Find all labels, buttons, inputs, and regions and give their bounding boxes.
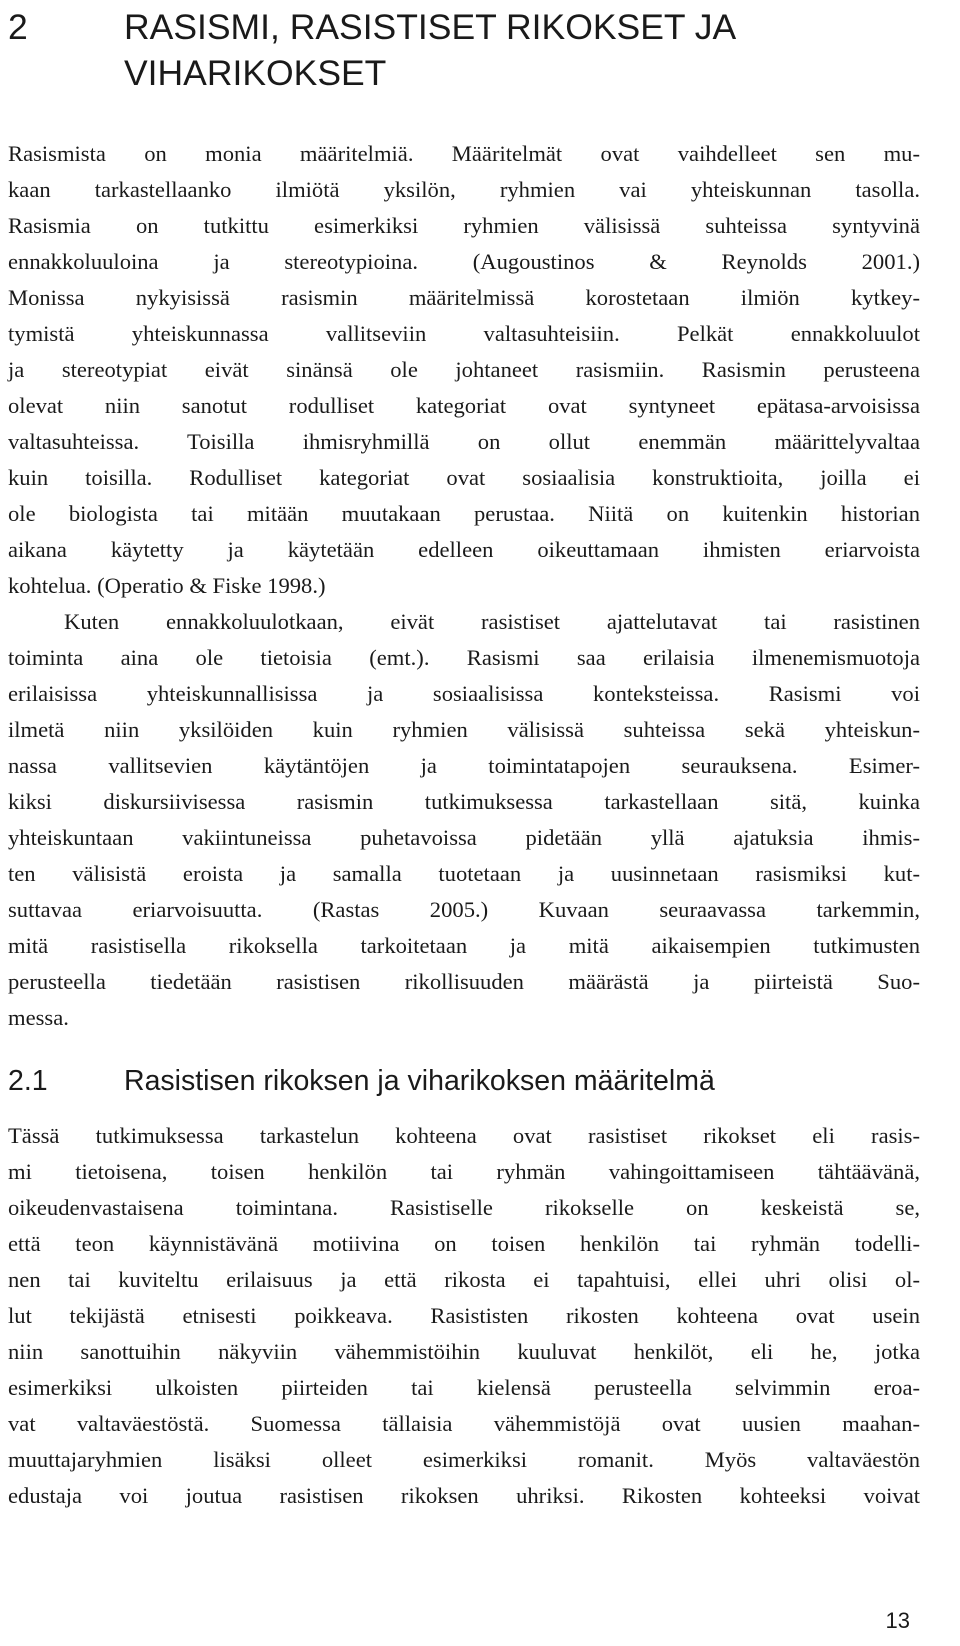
section-title: Rasistisen rikoksen ja viharikoksen määritelmä	[124, 1065, 715, 1097]
text-line: kohtelua. (Operatio & Fiske 1998.)	[8, 573, 326, 598]
text-line: erilaisissa yhteiskunnallisissa ja sosiaalisissa konteksteissa. Rasismi voi	[8, 681, 920, 706]
text-line: suttavaa eriarvoisuutta. (Rastas 2005.) Kuvaan seuraavassa tarkemmin,	[8, 897, 920, 922]
text-line: nassa vallitsevien käytäntöjen ja toimintatapojen seurauksena. Esimer-	[8, 753, 920, 778]
text-line: että teon käynnistävänä motiivina on toisen henkilön tai ryhmän todelli-	[8, 1231, 920, 1256]
text-line: vat valtaväestöstä. Suomessa tällaisia vähemmistöjä ovat uusien maahan-	[8, 1411, 920, 1436]
text-line: nen tai kuviteltu erilaisuus ja että rikosta ei tapahtuisi, ellei uhri olisi ol-	[8, 1267, 920, 1292]
text-line: niin sanottuihin näkyviin vähemmistöihin kuuluvat henkilöt, eli he, jotka	[8, 1339, 920, 1364]
text-line: toiminta aina ole tietoisia (emt.). Rasismi saa erilaisia ilmenemismuotoja	[8, 645, 920, 670]
text-line: aikana käytetty ja käytetään edelleen oikeuttamaan ihmisten eriarvoista	[8, 537, 920, 562]
text-line: Kuten ennakkoluulotkaan, eivät rasistiset ajattelutavat tai rasistinen	[64, 609, 920, 634]
text-line: tymistä yhteiskunnassa vallitseviin valtasuhteisiin. Pelkät ennakkoluulot	[8, 321, 920, 346]
text-line: Tässä tutkimuksessa tarkastelun kohteena ovat rasistiset rikokset eli rasis-	[8, 1123, 920, 1148]
text-line: Rasismista on monia määritelmiä. Määritelmät ovat vaihdelleet sen mu-	[8, 141, 920, 166]
text-line: kaan tarkastellaanko ilmiötä yksilön, ryhmien vai yhteiskunnan tasolla.	[8, 177, 920, 202]
text-line: muuttajaryhmien lisäksi olleet esimerkiksi romanit. Myös valtaväestön	[8, 1447, 920, 1472]
text-line: lut tekijästä etnisesti poikkeava. Rasististen rikosten kohteena ovat usein	[8, 1303, 920, 1328]
section-body-text	[8, 1118, 920, 1514]
text-line: mitä rasistisella rikoksella tarkoitetaan ja mitä aikaisempien tutkimusten	[8, 933, 920, 958]
chapter-title: RASISMI, RASISTISET RIKOKSET JA VIHARIKOKSET	[124, 7, 735, 93]
text-line: ennakkoluuloina ja stereotypioina. (Augoustinos & Reynolds 2001.)	[8, 249, 920, 274]
text-line: ole biologista tai mitään muutakaan perustaa. Niitä on kuitenkin historian	[8, 501, 920, 526]
text-line: Monissa nykyisissä rasismin määritelmissä korostetaan ilmiön kytkey-	[8, 285, 920, 310]
chapter-body-text	[8, 136, 920, 1036]
text-line: ilmetä niin yksilöiden kuin ryhmien välisissä suhteissa sekä yhteiskun-	[8, 717, 920, 742]
text-line: oikeudenvastaisena toimintana. Rasistiselle rikokselle on keskeistä se,	[8, 1195, 920, 1220]
text-line: valtasuhteissa. Toisilla ihmisryhmillä on ollut enemmän määrittelyvaltaa	[8, 429, 920, 454]
page-number: 13	[885, 1608, 910, 1633]
text-line: mi tietoisena, toisen henkilön tai ryhmän vahingoittamiseen tähtäävänä,	[8, 1159, 920, 1184]
text-line: yhteiskuntaan vakiintuneissa puhetavoissa pidetään yllä ajatuksia ihmis-	[8, 825, 920, 850]
text-line: perusteella tiedetään rasistisen rikollisuuden määrästä ja piirteistä Suo-	[8, 969, 920, 994]
text-line: ten välisistä eroista ja samalla tuotetaan ja uusinnetaan rasismiksi kut-	[8, 861, 920, 886]
text-line: edustaja voi joutua rasistisen rikoksen uhriksi. Rikosten kohteeksi voivat	[8, 1483, 920, 1508]
text-line: kuin toisilla. Rodulliset kategoriat ovat sosiaalisia konstruktioita, joilla ei	[8, 465, 920, 490]
text-line: messa.	[8, 1005, 69, 1030]
text-line: olevat niin sanotut rodulliset kategoriat ovat syntyneet epätasa-arvoisissa	[8, 393, 920, 418]
text-line: esimerkiksi ulkoisten piirteiden tai kielensä perusteella selvimmin eroa-	[8, 1375, 920, 1400]
chapter-number: 2	[8, 7, 28, 47]
text-line: kiksi diskursiivisessa rasismin tutkimuksessa tarkastellaan sitä, kuinka	[8, 789, 920, 814]
text-line: ja stereotypiat eivät sinänsä ole johtaneet rasismiin. Rasismin perusteena	[8, 357, 920, 382]
section-number: 2.1	[8, 1065, 48, 1097]
text-line: Rasismia on tutkittu esimerkiksi ryhmien välisissä suhteissa syntyvinä	[8, 213, 920, 238]
